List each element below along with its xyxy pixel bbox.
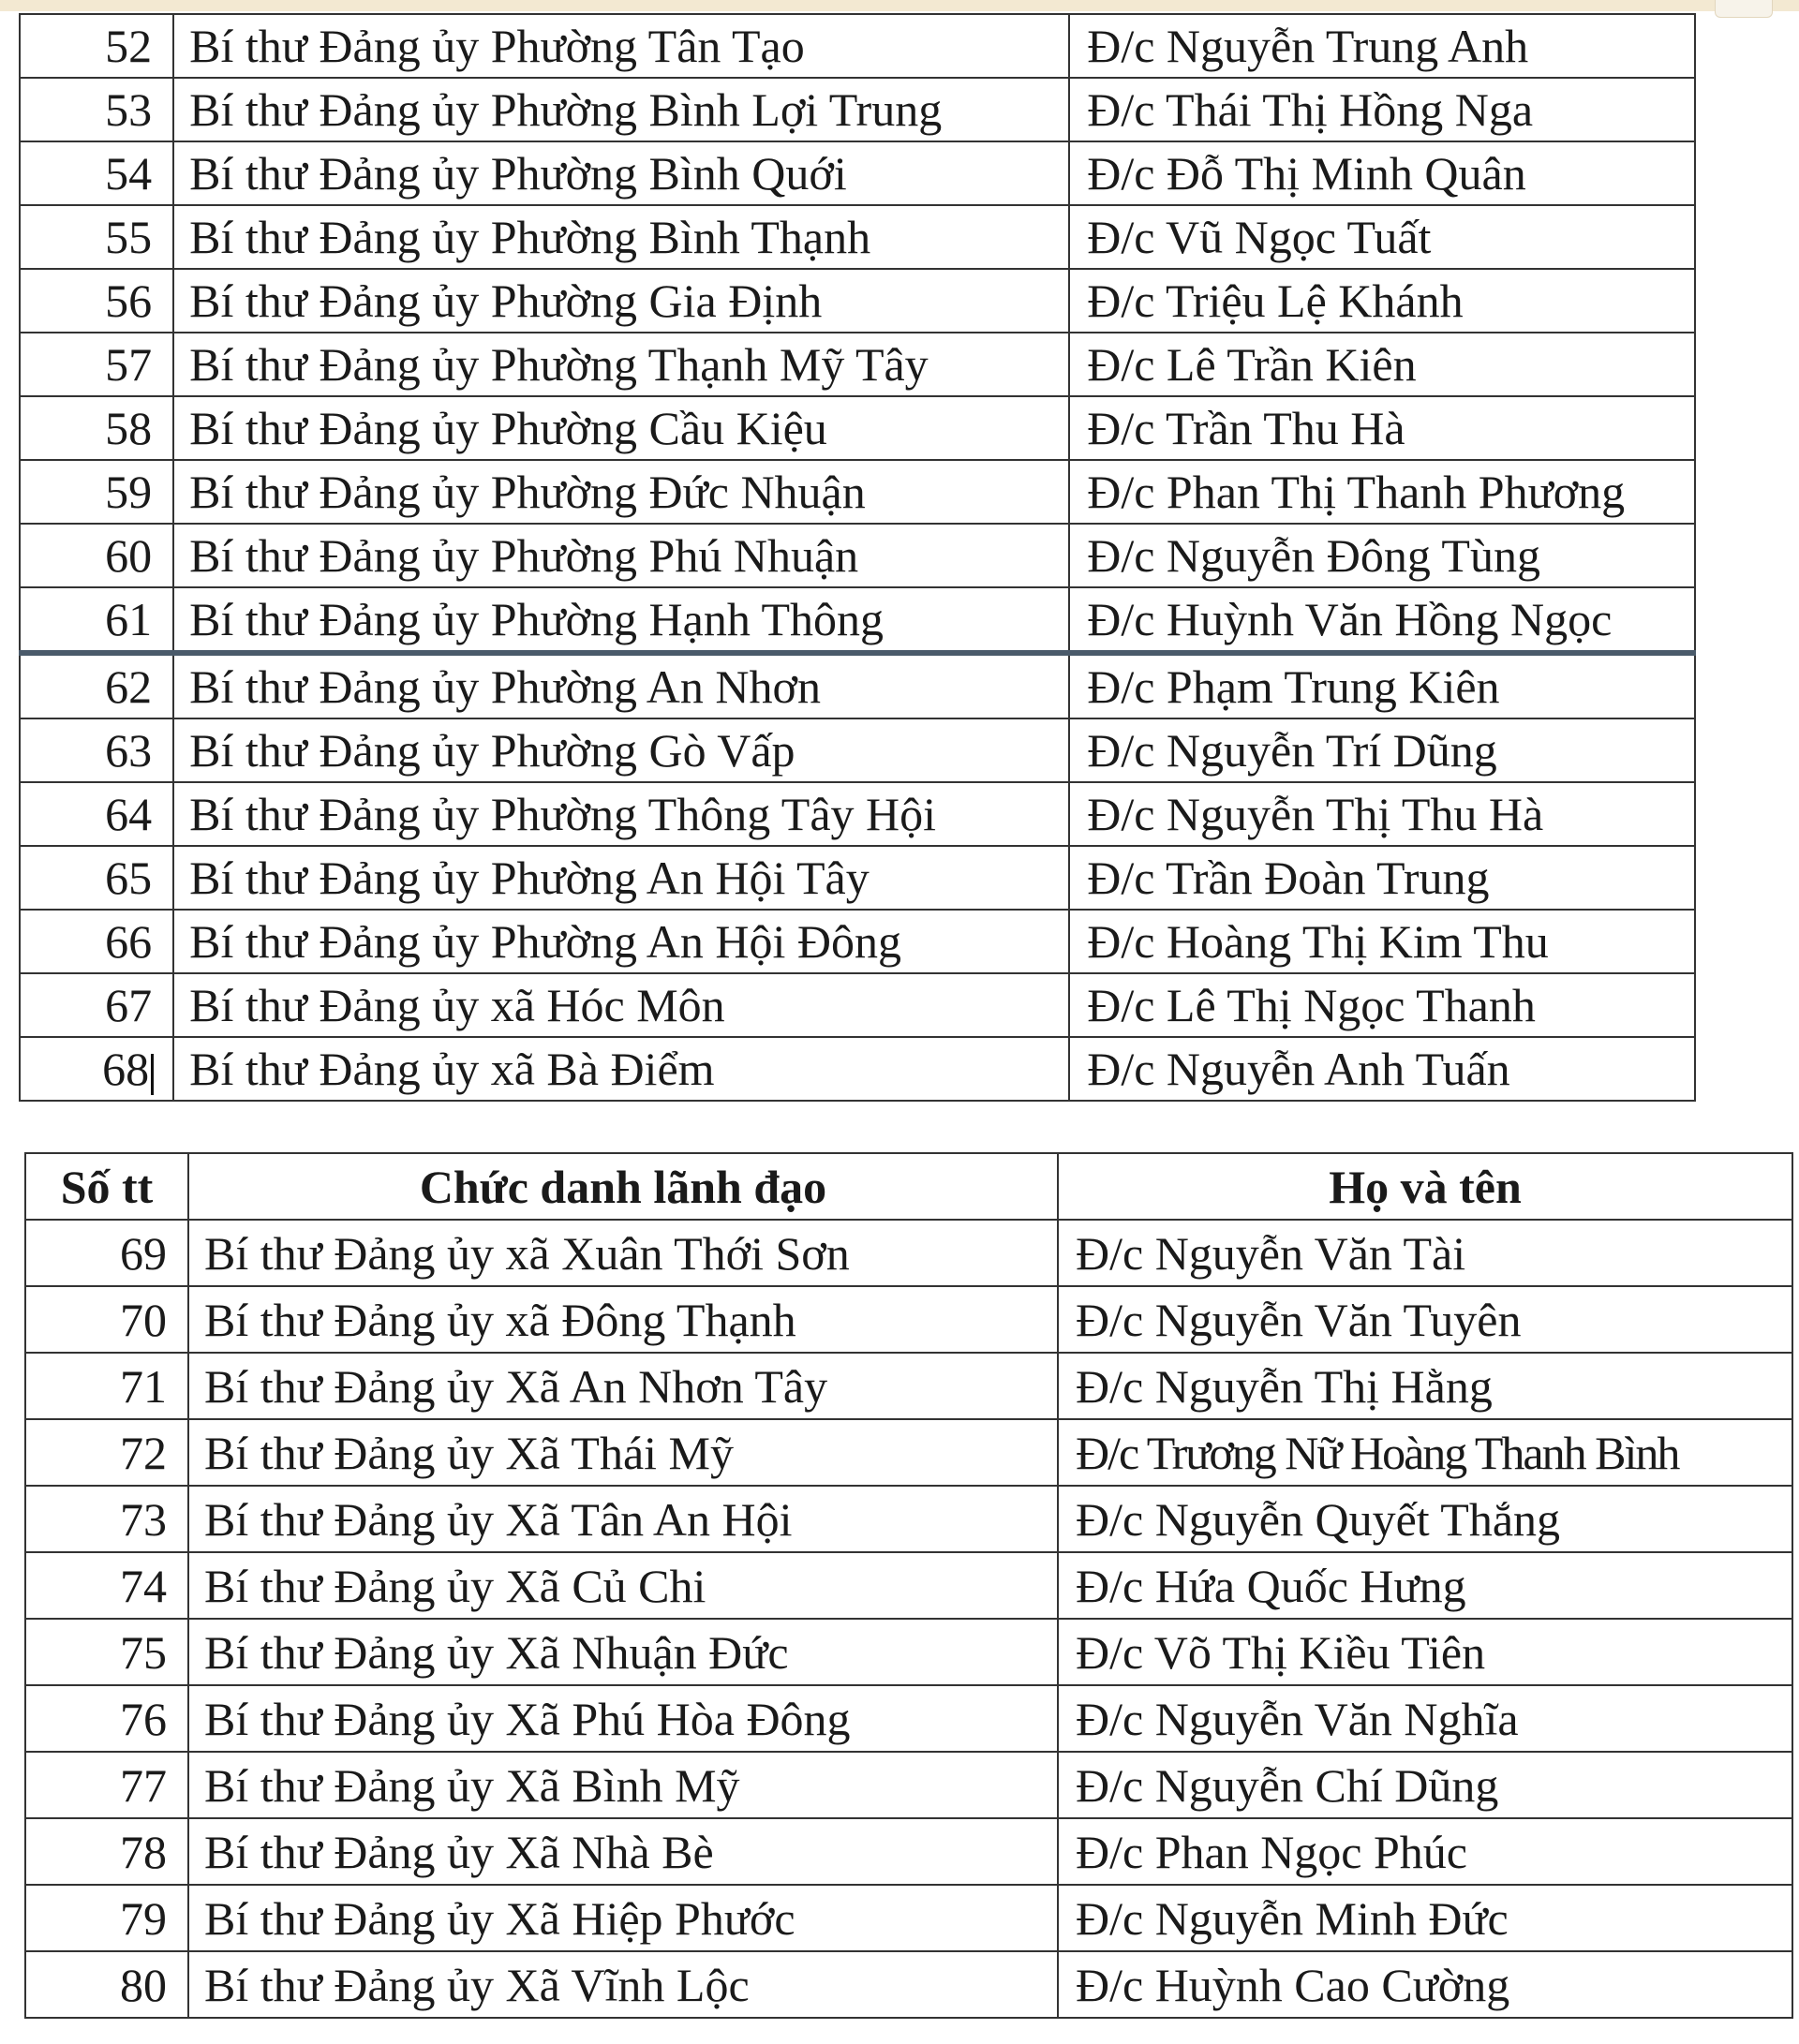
position-title: Bí thư Đảng ủy Phường Bình Quới xyxy=(173,141,1069,205)
position-title: Bí thư Đảng ủy Phường An Nhơn xyxy=(173,653,1069,718)
leader-name: Đ/c Hoàng Thị Kim Thu xyxy=(1069,910,1695,973)
leader-name: Đ/c Nguyễn Chí Dũng xyxy=(1058,1752,1792,1818)
leader-name: Đ/c Trần Đoàn Trung xyxy=(1069,846,1695,910)
leader-name: Đ/c Trần Thu Hà xyxy=(1069,396,1695,460)
row-number-text: 78 xyxy=(120,1825,167,1878)
leader-name: Đ/c Phạm Trung Kiên xyxy=(1069,653,1695,718)
row-number xyxy=(20,269,173,333)
row-number xyxy=(20,782,173,846)
row-number xyxy=(20,396,173,460)
leader-name: Đ/c Nguyễn Trí Dũng xyxy=(1069,718,1695,782)
table-row xyxy=(20,524,1695,587)
table-row xyxy=(20,910,1695,973)
table-row xyxy=(25,1286,1792,1353)
table-row xyxy=(20,269,1695,333)
leader-name: Đ/c Huỳnh Cao Cường xyxy=(1058,1951,1792,2018)
row-number xyxy=(20,846,173,910)
table-row xyxy=(25,1353,1792,1419)
table-row xyxy=(25,1752,1792,1818)
row-number xyxy=(20,718,173,782)
table-row xyxy=(25,1419,1792,1486)
table-row xyxy=(25,1685,1792,1752)
position-title: Bí thư Đảng ủy Phường Bình Lợi Trung xyxy=(173,78,1069,141)
leader-name: Đ/c Nguyễn Trung Anh xyxy=(1069,14,1695,78)
position-title: Bí thư Đảng ủy Phường Phú Nhuận xyxy=(173,524,1069,587)
top-edge-strip xyxy=(0,0,1799,11)
position-title: Bí thư Đảng ủy Xã Phú Hòa Đông xyxy=(188,1685,1058,1752)
leader-name: Đ/c Võ Thị Kiều Tiên xyxy=(1058,1619,1792,1685)
leader-name: Đ/c Nguyễn Thị Thu Hà xyxy=(1069,782,1695,846)
table-row xyxy=(20,14,1695,78)
row-number xyxy=(20,14,173,78)
position-title: Bí thư Đảng ủy xã Hóc Môn xyxy=(173,973,1069,1037)
table-row xyxy=(25,1220,1792,1286)
row-number-text: 53 xyxy=(105,83,153,136)
row-number xyxy=(25,1220,188,1286)
row-number xyxy=(20,141,173,205)
leader-name: Đ/c Phan Thị Thanh Phương xyxy=(1069,460,1695,524)
row-number-text: 73 xyxy=(120,1492,167,1546)
leader-name: Đ/c Vũ Ngọc Tuất xyxy=(1069,205,1695,269)
table-row xyxy=(25,1619,1792,1685)
leaders-table-part-1-body xyxy=(20,14,1695,1101)
leader-name: Đ/c Nguyễn Văn Nghĩa xyxy=(1058,1685,1792,1752)
row-number-text: 56 xyxy=(105,274,153,327)
row-number-text: 66 xyxy=(105,915,153,968)
row-number-text: 59 xyxy=(105,466,153,518)
row-number-text: 69 xyxy=(120,1226,167,1280)
row-number xyxy=(25,1685,188,1752)
table-row xyxy=(20,78,1695,141)
header-position-title: Chức danh lãnh đạo xyxy=(188,1153,1058,1220)
header-full-name: Họ và tên xyxy=(1058,1153,1792,1220)
leader-name: Đ/c Lê Thị Ngọc Thanh xyxy=(1069,973,1695,1037)
row-number-text: 68 xyxy=(102,1043,150,1095)
position-title: Bí thư Đảng ủy Phường Gò Vấp xyxy=(173,718,1069,782)
table-row xyxy=(20,460,1695,524)
row-number xyxy=(25,1885,188,1951)
position-title: Bí thư Đảng ủy Xã Củ Chi xyxy=(188,1552,1058,1619)
position-title: Bí thư Đảng ủy Phường An Hội Tây xyxy=(173,846,1069,910)
row-number-text: 65 xyxy=(105,852,153,904)
position-title: Bí thư Đảng ủy Phường An Hội Đông xyxy=(173,910,1069,973)
table-header-row xyxy=(25,1153,1792,1220)
row-number-text: 80 xyxy=(120,1958,167,2011)
row-number xyxy=(25,1752,188,1818)
row-number-text: 72 xyxy=(120,1426,167,1479)
row-number-text: 74 xyxy=(120,1559,167,1612)
row-number xyxy=(20,78,173,141)
leaders-table-part-2-body xyxy=(25,1220,1792,2018)
position-title: Bí thư Đảng ủy xã Đông Thạnh xyxy=(188,1286,1058,1353)
position-title: Bí thư Đảng ủy xã Bà Điểm xyxy=(173,1037,1069,1101)
table-row xyxy=(20,333,1695,396)
row-number-text: 64 xyxy=(105,788,153,840)
row-number-text: 67 xyxy=(105,979,153,1031)
position-title: Bí thư Đảng ủy Xã An Nhơn Tây xyxy=(188,1353,1058,1419)
row-number-text: 77 xyxy=(120,1758,167,1812)
leader-name: Đ/c Trương Nữ Hoàng Thanh Bình xyxy=(1058,1419,1792,1486)
position-title: Bí thư Đảng ủy Xã Nhà Bè xyxy=(188,1818,1058,1885)
position-title: Bí thư Đảng ủy Phường Hạnh Thông xyxy=(173,587,1069,653)
row-number xyxy=(25,1951,188,2018)
row-number-text: 52 xyxy=(105,20,153,72)
leader-name: Đ/c Huỳnh Văn Hồng Ngọc xyxy=(1069,587,1695,653)
row-number xyxy=(20,653,173,718)
row-number-text: 70 xyxy=(120,1293,167,1346)
leader-name: Đ/c Nguyễn Anh Tuấn xyxy=(1069,1037,1695,1101)
table-row xyxy=(20,587,1695,653)
leaders-table-part-1 xyxy=(19,13,1696,1102)
table-row xyxy=(20,653,1695,718)
leader-name: Đ/c Nguyễn Văn Tuyên xyxy=(1058,1286,1792,1353)
row-number-text: 71 xyxy=(120,1359,167,1413)
row-number xyxy=(25,1419,188,1486)
table-row xyxy=(20,1037,1695,1101)
leader-name: Đ/c Nguyễn Quyết Thắng xyxy=(1058,1486,1792,1552)
leader-name: Đ/c Triệu Lệ Khánh xyxy=(1069,269,1695,333)
table-row xyxy=(25,1486,1792,1552)
row-number xyxy=(25,1486,188,1552)
leader-name: Đ/c Nguyễn Đông Tùng xyxy=(1069,524,1695,587)
corner-tab xyxy=(1715,0,1773,18)
leaders-table-part-2 xyxy=(24,1152,1793,2019)
table-row xyxy=(25,1552,1792,1619)
leader-name: Đ/c Hứa Quốc Hưng xyxy=(1058,1552,1792,1619)
row-number-text: 79 xyxy=(120,1891,167,1945)
position-title: Bí thư Đảng ủy Phường Thông Tây Hội xyxy=(173,782,1069,846)
row-number xyxy=(25,1619,188,1685)
row-number xyxy=(20,587,173,653)
row-number xyxy=(25,1286,188,1353)
position-title: Bí thư Đảng ủy Phường Gia Định xyxy=(173,269,1069,333)
row-number xyxy=(20,524,173,587)
row-number-text: 61 xyxy=(105,593,153,645)
table-row xyxy=(20,396,1695,460)
table-row xyxy=(25,1951,1792,2018)
leader-name: Đ/c Nguyễn Minh Đức xyxy=(1058,1885,1792,1951)
position-title: Bí thư Đảng ủy Xã Tân An Hội xyxy=(188,1486,1058,1552)
leader-name: Đ/c Lê Trần Kiên xyxy=(1069,333,1695,396)
table-row xyxy=(20,846,1695,910)
table-row xyxy=(25,1818,1792,1885)
position-title: Bí thư Đảng ủy xã Xuân Thới Sơn xyxy=(188,1220,1058,1286)
position-title: Bí thư Đảng ủy Phường Tân Tạo xyxy=(173,14,1069,78)
header-number: Số tt xyxy=(25,1153,188,1220)
row-number-text: 54 xyxy=(105,147,153,200)
table-row xyxy=(20,205,1695,269)
position-title: Bí thư Đảng ủy Xã Vĩnh Lộc xyxy=(188,1951,1058,2018)
leader-name: Đ/c Nguyễn Văn Tài xyxy=(1058,1220,1792,1286)
leader-name: Đ/c Đỗ Thị Minh Quân xyxy=(1069,141,1695,205)
position-title: Bí thư Đảng ủy Xã Bình Mỹ xyxy=(188,1752,1058,1818)
row-number-text: 58 xyxy=(105,402,153,454)
row-number-text: 76 xyxy=(120,1692,167,1745)
row-number xyxy=(25,1552,188,1619)
leader-name: Đ/c Nguyễn Thị Hằng xyxy=(1058,1353,1792,1419)
row-number-text: 60 xyxy=(105,529,153,582)
table-row xyxy=(20,973,1695,1037)
row-number xyxy=(20,1037,173,1101)
position-title: Bí thư Đảng ủy Phường Bình Thạnh xyxy=(173,205,1069,269)
row-number xyxy=(20,910,173,973)
position-title: Bí thư Đảng ủy Phường Thạnh Mỹ Tây xyxy=(173,333,1069,396)
row-number-text: 63 xyxy=(105,724,153,777)
leader-name: Đ/c Thái Thị Hồng Nga xyxy=(1069,78,1695,141)
position-title: Bí thư Đảng ủy Xã Hiệp Phước xyxy=(188,1885,1058,1951)
row-number xyxy=(25,1353,188,1419)
table-row xyxy=(25,1885,1792,1951)
table-row xyxy=(20,141,1695,205)
row-number xyxy=(20,205,173,269)
row-number-text: 55 xyxy=(105,211,153,263)
row-number xyxy=(20,973,173,1037)
row-number-text: 62 xyxy=(105,660,153,713)
row-number xyxy=(20,333,173,396)
position-title: Bí thư Đảng ủy Xã Thái Mỹ xyxy=(188,1419,1058,1486)
leader-name: Đ/c Phan Ngọc Phúc xyxy=(1058,1818,1792,1885)
row-number xyxy=(20,460,173,524)
table-row xyxy=(20,718,1695,782)
position-title: Bí thư Đảng ủy Phường Cầu Kiệu xyxy=(173,396,1069,460)
position-title: Bí thư Đảng ủy Phường Đức Nhuận xyxy=(173,460,1069,524)
text-cursor xyxy=(151,1054,154,1095)
table-row xyxy=(20,782,1695,846)
row-number-text: 75 xyxy=(120,1625,167,1679)
row-number-text: 57 xyxy=(105,338,153,391)
row-number xyxy=(25,1818,188,1885)
position-title: Bí thư Đảng ủy Xã Nhuận Đức xyxy=(188,1619,1058,1685)
